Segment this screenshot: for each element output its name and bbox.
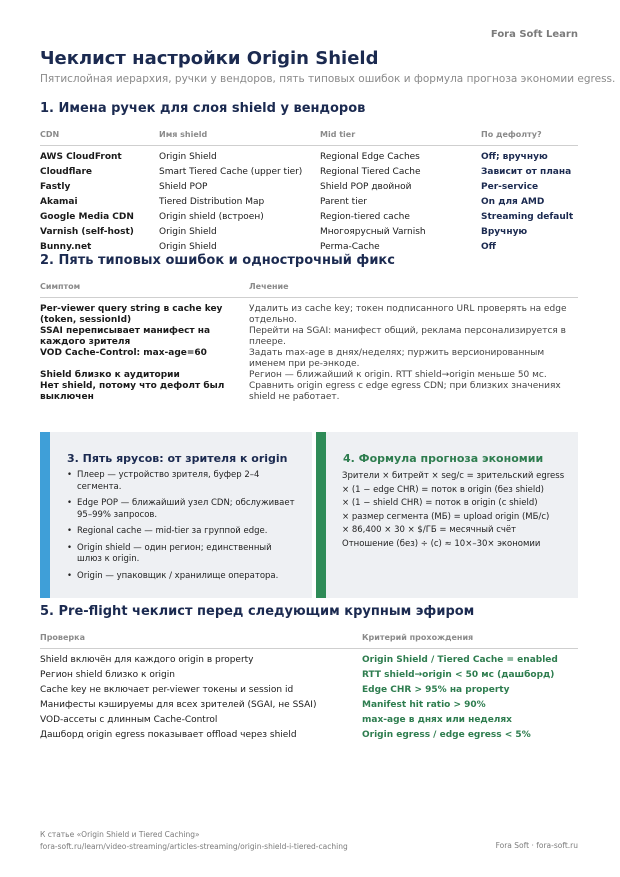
check-text: Shield включён для каждого origin в property bbox=[40, 655, 254, 665]
mid-tier: Regional Edge Caches bbox=[320, 152, 420, 162]
table-row bbox=[40, 227, 578, 242]
cdn-name: Bunny.net bbox=[40, 242, 92, 252]
fix-text: Регион — ближайший к origin. RTT shield→origin меньше 50 мс. bbox=[249, 370, 547, 380]
section-3-heading: 3. Пять ярусов: от зрителя к origin bbox=[67, 452, 288, 465]
column-header-default: По дефолту? bbox=[481, 130, 578, 146]
table-row bbox=[40, 381, 578, 403]
page-subtitle: Пятислойная иерархия, ручки у вендоров, пять типовых ошибок и формула прогноза экономии egress. bbox=[40, 73, 616, 85]
formula-line: Отношение (без) ÷ (с) ≈ 10×–30× экономии bbox=[342, 538, 541, 549]
default-value: Off; вручную bbox=[481, 152, 548, 162]
table-row bbox=[40, 212, 578, 227]
vendor-table bbox=[40, 130, 578, 257]
cdn-name: Varnish (self-host) bbox=[40, 227, 134, 237]
cdn-name: Google Media CDN bbox=[40, 212, 134, 222]
shield-name: Tiered Distribution Map bbox=[159, 197, 265, 207]
column-header-shield: Имя shield bbox=[159, 130, 320, 146]
shield-name: Origin Shield bbox=[159, 242, 217, 252]
shield-name: Origin Shield bbox=[159, 152, 217, 162]
table-row bbox=[40, 326, 578, 348]
section-2-heading: 2. Пять типовых ошибок и однострочный фикс bbox=[40, 253, 395, 268]
column-header-criterion: Критерий прохождения bbox=[362, 633, 578, 649]
criterion-text: max-age в днях или неделях bbox=[362, 715, 512, 725]
fix-text: Перейти на SGAI: манифест общий, реклама персонализируется в плеере. bbox=[249, 326, 566, 347]
default-value: Streaming default bbox=[481, 212, 574, 222]
cdn-name: Fastly bbox=[40, 182, 71, 192]
mid-tier: Shield POP двойной bbox=[320, 182, 412, 192]
cdn-name: AWS CloudFront bbox=[40, 152, 122, 162]
footer-article-title: К статье «Origin Shield и Tiered Caching» bbox=[40, 830, 200, 839]
table-header-row bbox=[40, 282, 578, 298]
list-item: • Плеер — устройство зрителя, буфер 2–4 сегмента. bbox=[67, 470, 298, 493]
tiers-list bbox=[67, 470, 298, 587]
table-row bbox=[40, 146, 578, 168]
shield-name: Origin Shield bbox=[159, 227, 217, 237]
table-row bbox=[40, 715, 578, 730]
criterion-text: Edge CHR > 95% на property bbox=[362, 685, 510, 695]
fix-text: Удалить из cache key; токен подписанного URL проверять на edge отдельно. bbox=[249, 304, 567, 325]
table-header-row bbox=[40, 130, 578, 146]
mid-tier: Region-tiered cache bbox=[320, 212, 410, 222]
check-text: Регион shield близко к origin bbox=[40, 670, 175, 680]
column-header-symptom: Симптом bbox=[40, 282, 249, 298]
check-text: Манифесты кэшируемы для всех зрителей (SGAI, не SSAI) bbox=[40, 700, 317, 710]
mid-tier: Многоярусный Varnish bbox=[320, 227, 426, 237]
column-header-mid: Mid tier bbox=[320, 130, 481, 146]
formula-line: × (1 − edge CHR) = поток в origin (без shield) bbox=[342, 484, 544, 495]
formula-line: × 86,400 × 30 × $/ГБ = месячный счёт bbox=[342, 525, 517, 536]
symptom-text: Shield близко к аудитории bbox=[40, 370, 180, 380]
formula-line: × (1 − shield CHR) = поток в origin (с shield) bbox=[342, 498, 538, 509]
tiers-card bbox=[40, 432, 312, 598]
list-item: • Origin — упаковщик / хранилище оператора. bbox=[67, 571, 298, 583]
table-row bbox=[40, 670, 578, 685]
page-title: Чеклист настройки Origin Shield bbox=[40, 48, 379, 69]
table-row bbox=[40, 298, 578, 327]
default-value: Off bbox=[481, 242, 496, 252]
default-value: On для AMD bbox=[481, 197, 545, 207]
table-row bbox=[40, 730, 578, 745]
check-text: Cache key не включает per-viewer токены и session id bbox=[40, 685, 294, 695]
preflight-table bbox=[40, 633, 578, 745]
symptom-text: VOD Cache-Control: max-age=60 bbox=[40, 348, 207, 358]
footer-article bbox=[40, 829, 348, 853]
check-text: Дашборд origin egress показывает offload через shield bbox=[40, 730, 297, 740]
list-item: • Edge POP — ближайший узел CDN; обслуживает 95–99% запросов. bbox=[67, 498, 298, 521]
symptom-text: Per-viewer query string в cache key (token, sessionId) bbox=[40, 304, 223, 325]
table-row bbox=[40, 197, 578, 212]
column-header-check: Проверка bbox=[40, 633, 362, 649]
table-header-row bbox=[40, 633, 578, 649]
criterion-text: Origin egress / edge egress < 5% bbox=[362, 730, 531, 740]
formula-line: Зрители × битрейт × seg/с = зрительский egress bbox=[342, 471, 565, 481]
table-row bbox=[40, 700, 578, 715]
mid-tier: Perma-Cache bbox=[320, 242, 380, 252]
fix-text: Сравнить origin egress с edge egress CDN; при близких значениях shield не работает. bbox=[249, 381, 561, 402]
column-header-fix: Лечение bbox=[249, 282, 578, 298]
formula-card bbox=[316, 432, 578, 598]
column-header-cdn: CDN bbox=[40, 130, 159, 146]
list-item: • Regional cache — mid-tier за группой edge. bbox=[67, 526, 298, 538]
footer-article-url[interactable]: fora-soft.ru/learn/video-streaming/articles-streaming/origin-shield-i-tiered-caching bbox=[40, 842, 348, 851]
table-row bbox=[40, 182, 578, 197]
formula-lines bbox=[342, 470, 568, 552]
cdn-name: Cloudflare bbox=[40, 167, 93, 177]
table-row bbox=[40, 649, 578, 671]
table-row bbox=[40, 685, 578, 700]
brand-label: Fora Soft Learn bbox=[490, 29, 578, 40]
formula-line: × размер сегмента (МБ) = upload origin (МБ/с) bbox=[342, 511, 550, 522]
symptom-text: Нет shield, потому что дефолт был выключен bbox=[40, 381, 225, 402]
table-row bbox=[40, 348, 578, 370]
criterion-text: Origin Shield / Tiered Cache = enabled bbox=[362, 655, 558, 665]
list-item: • Origin shield — один регион; единственный шлюз к origin. bbox=[67, 543, 298, 566]
check-text: VOD-ассеты с длинным Cache-Control bbox=[40, 715, 218, 725]
mistakes-table bbox=[40, 282, 578, 403]
criterion-text: RTT shield→origin < 50 мс (дашборд) bbox=[362, 670, 555, 680]
section-5-heading: 5. Pre-flight чеклист перед следующим крупным эфиром bbox=[40, 604, 475, 619]
default-value: Per-service bbox=[481, 182, 539, 192]
cdn-name: Akamai bbox=[40, 197, 78, 207]
shield-name: Smart Tiered Cache (upper tier) bbox=[159, 167, 303, 177]
shield-name: Shield POP bbox=[159, 182, 208, 192]
table-row bbox=[40, 167, 578, 182]
default-value: Вручную bbox=[481, 227, 528, 237]
shield-name: Origin shield (встроен) bbox=[159, 212, 264, 222]
mid-tier: Parent tier bbox=[320, 197, 367, 207]
section-4-heading: 4. Формула прогноза экономии bbox=[343, 452, 544, 465]
table-row bbox=[40, 370, 578, 381]
criterion-text: Manifest hit ratio > 90% bbox=[362, 700, 486, 710]
footer-site[interactable]: Fora Soft · fora-soft.ru bbox=[495, 841, 578, 850]
symptom-text: SSAI переписывает манифест на каждого зрителя bbox=[40, 326, 211, 347]
fix-text: Задать max-age в днях/неделях; пуржить версионированным именем при ре-энкоде. bbox=[249, 348, 545, 369]
default-value: Зависит от плана bbox=[481, 167, 572, 177]
mid-tier: Regional Tiered Cache bbox=[320, 167, 421, 177]
section-1-heading: 1. Имена ручек для слоя shield у вендоров bbox=[40, 101, 366, 116]
